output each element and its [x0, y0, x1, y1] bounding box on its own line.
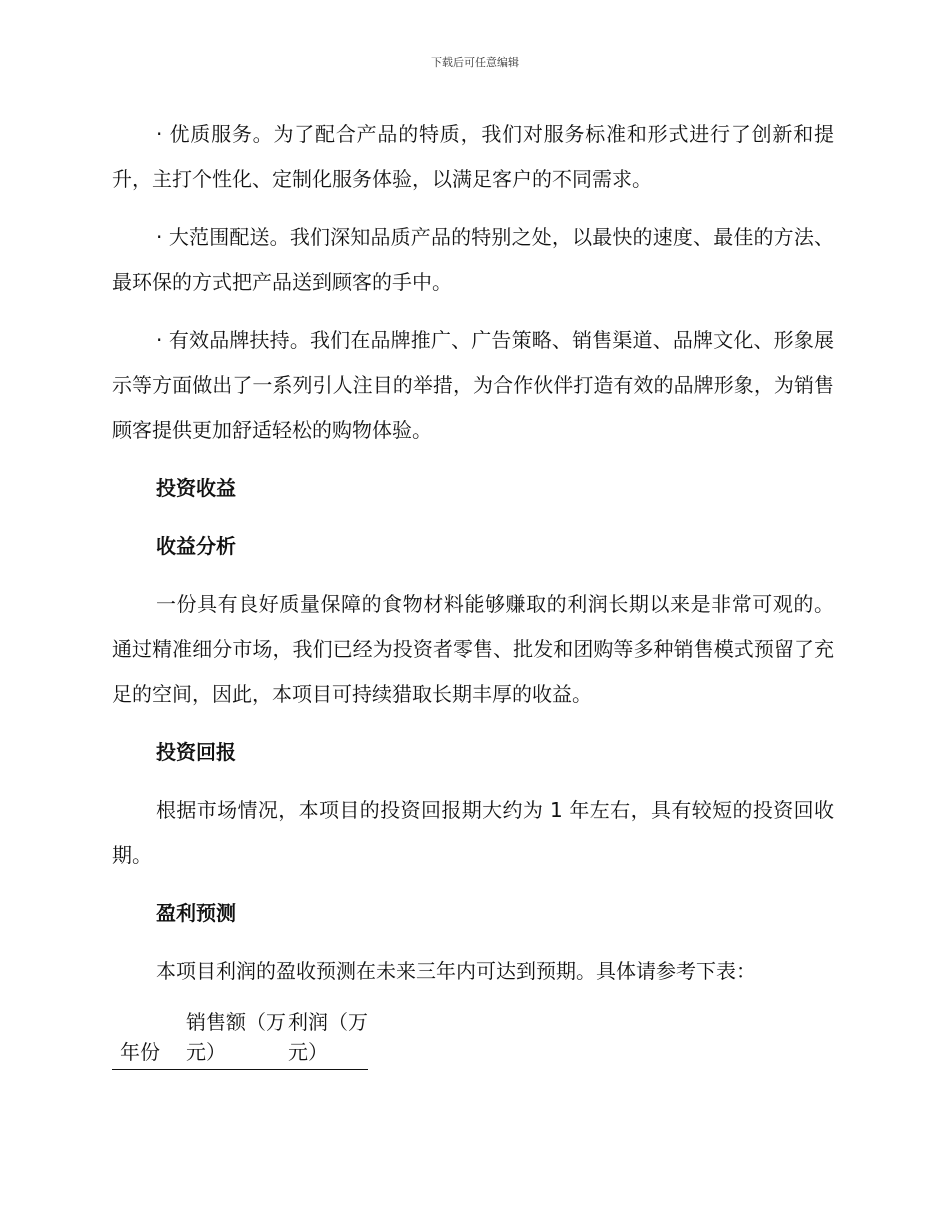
document-body [112, 112, 834, 1070]
page-header: 下载后可任意编辑 [431, 56, 519, 69]
column-header-profit: 利润（万元） [288, 1007, 368, 1070]
table-header-row [112, 1007, 368, 1070]
heading-profit-forecast: 盈利预测 [156, 901, 236, 925]
heading-investment-return: 投资回报 [156, 740, 236, 764]
paragraph-quality-service: · 优质服务。为了配合产品的特质，我们对服务标准和形式进行了创新和提升，主打个性化、定制化服务体验，以满足客户的不同需求。 [112, 122, 834, 191]
heading-investment-returns: 投资收益 [156, 476, 236, 500]
profit-forecast-table [112, 1007, 368, 1070]
paragraph-revenue-analysis: 一份具有良好质量保障的食物材料能够赚取的利润长期以来是非常可观的。通过精准细分市场，我们已经为投资者零售、批发和团购等多种销售模式预留了充足的空间，因此，本项目可持续猎取长期丰厚的收益。 [112, 592, 834, 706]
column-header-sales: 销售额（万元） [186, 1007, 288, 1070]
paragraph-profit-forecast: 本项目利润的盈收预测在未来三年内可达到预期。具体请参考下表： [156, 959, 756, 983]
paragraph-investment-return: 根据市场情况，本项目的投资回报期大约为 1 年左右，具有较短的投资回收期。 [112, 798, 834, 867]
paragraph-brand-support: · 有效品牌扶持。我们在品牌推广、广告策略、销售渠道、品牌文化、形象展示等方面做出了一系列引人注目的举措，为合作伙伴打造有效的品牌形象，为销售顾客提供更加舒适轻松的购物体验。 [112, 328, 834, 442]
paragraph-delivery: · 大范围配送。我们深知品质产品的特别之处，以最快的速度、最佳的方法、最环保的方式把产品送到顾客的手中。 [112, 225, 834, 294]
heading-revenue-analysis: 收益分析 [156, 534, 236, 558]
column-header-year: 年份 [112, 1007, 186, 1070]
